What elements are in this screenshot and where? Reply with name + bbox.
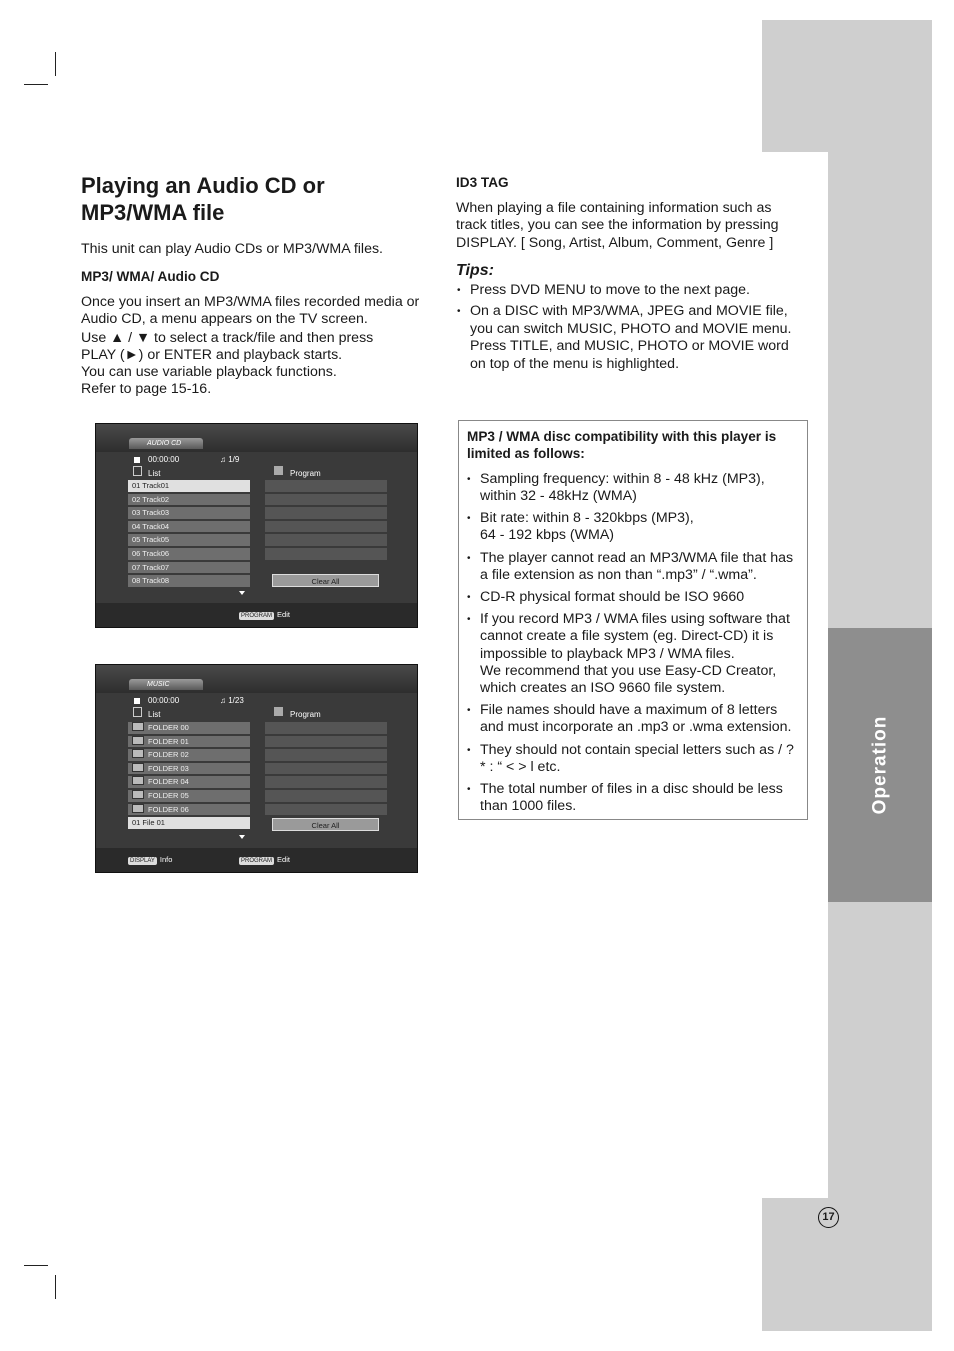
music-menu-screenshot: [95, 664, 418, 873]
clear-all-button: Clear All: [272, 574, 379, 587]
program-slot: [265, 790, 387, 802]
tip-item: • Press DVD MENU to move to the next page.: [456, 282, 806, 299]
compatibility-item: • If you record MP3 / WMA files using software that cannot create a file system (eg. Direct-CD) it is impossible to playback MP3 / WMA files. We recommend that you use Easy-CD Creator, which creates an ISO 9660 file system.: [467, 611, 799, 697]
page-number: 17: [818, 1207, 839, 1228]
folder-icon: [132, 790, 144, 799]
program-slot: [265, 494, 387, 506]
menu-tab: AUDIO CD: [129, 438, 203, 449]
info-label: Info: [159, 855, 173, 864]
scroll-down-icon: [239, 591, 245, 595]
crop-mark: [55, 1275, 56, 1299]
folder-icon: [132, 776, 144, 785]
crop-mark: [24, 84, 48, 85]
list-item: FOLDER 00: [128, 722, 250, 734]
time-readout: 00:00:00: [148, 455, 180, 464]
edit-label: Edit: [277, 610, 290, 619]
folder-icon: [132, 736, 144, 745]
tips-list: [456, 282, 806, 377]
edit-hint: [239, 855, 290, 865]
folder-icon: [132, 763, 144, 772]
subheading: MP3/ WMA/ Audio CD: [81, 269, 220, 284]
body-text: Use ▲ / ▼ to select a track/file and then press PLAY (►) or ENTER and playback starts.: [81, 330, 374, 364]
info-hint: [128, 855, 172, 865]
list-item: 07 Track07: [128, 562, 250, 574]
program-list: [265, 722, 387, 817]
list-item: 01 File 01: [128, 817, 250, 829]
list-item: FOLDER 03: [128, 763, 250, 775]
program-slot: [265, 763, 387, 775]
checkbox-icon: [274, 466, 283, 475]
list-item: 08 Track08: [128, 575, 250, 587]
edit-hint: [239, 610, 290, 620]
program-header: Program: [290, 469, 321, 478]
track-list: [128, 480, 250, 589]
list-item: FOLDER 04: [128, 776, 250, 788]
sidebar-band: [762, 20, 932, 152]
list-item: 03 Track03: [128, 507, 250, 519]
compatibility-item: • They should not contain special letters such as / ? * : “ < > l etc.: [467, 742, 799, 776]
list-icon: [133, 466, 142, 476]
list-header: List: [148, 469, 161, 478]
list-item: 02 Track02: [128, 494, 250, 506]
id3-heading: ID3 TAG: [456, 175, 509, 190]
compatibility-box: [458, 420, 808, 820]
list-item: FOLDER 05: [128, 790, 250, 802]
program-slot: [265, 804, 387, 816]
menu-tab: MUSIC: [129, 679, 203, 690]
intro-text: This unit can play Audio CDs or MP3/WMA files.: [81, 241, 383, 257]
body-text: You can use variable playback functions.: [81, 364, 337, 380]
edit-label: Edit: [277, 855, 290, 864]
stop-icon: [134, 457, 140, 463]
sidebar-band: [762, 1198, 932, 1331]
program-slot: [265, 736, 387, 748]
program-slot: [265, 480, 387, 492]
scroll-down-icon: [239, 835, 245, 839]
stop-icon: [134, 698, 140, 704]
program-header: Program: [290, 710, 321, 719]
compatibility-item: • Bit rate: within 8 - 320kbps (MP3), 64 - 192 kbps (WMA): [467, 510, 799, 544]
program-slot: [265, 507, 387, 519]
body-text: Once you insert an MP3/WMA files recorded media or Audio CD, a menu appears on the TV screen.: [81, 294, 420, 328]
list-item: 04 Track04: [128, 521, 250, 533]
compatibility-item: • File names should have a maximum of 8 letters and must incorporate an .mp3 or .wma extension.: [467, 702, 799, 736]
compatibility-heading: MP3 / WMA disc compatibility with this player is limited as follows:: [467, 429, 777, 462]
compatibility-item: • The total number of files in a disc should be less than 1000 files.: [467, 781, 799, 815]
program-list: [265, 480, 387, 562]
program-slot: [265, 521, 387, 533]
compatibility-list: [467, 471, 799, 816]
clear-all-button: Clear All: [272, 818, 379, 831]
tips-title: Tips:: [456, 262, 494, 279]
program-slot: [265, 776, 387, 788]
compatibility-item: • The player cannot read an MP3/WMA file that has a file extension as non than “.mp3” / “.wma”.: [467, 550, 799, 584]
list-header: List: [148, 710, 161, 719]
list-item: FOLDER 06: [128, 804, 250, 816]
list-item: 06 Track06: [128, 548, 250, 560]
section-tab-label: Operation: [868, 715, 890, 815]
list-item: 01 Track01: [128, 480, 250, 492]
menu-bottom-bar: [96, 603, 417, 627]
list-item: FOLDER 01: [128, 736, 250, 748]
program-slot: [265, 722, 387, 734]
body-text: Refer to page 15-16.: [81, 381, 212, 397]
tip-item: • On a DISC with MP3/WMA, JPEG and MOVIE file, you can switch MUSIC, PHOTO and MOVIE menu. Press TITLE, and MUSIC, PHOTO or MOVIE word on top of the menu is highlighted.: [456, 303, 806, 373]
audio-cd-menu-screenshot: [95, 423, 418, 628]
folder-icon: [132, 749, 144, 758]
track-count: ♫ 1/23: [220, 696, 244, 705]
compatibility-item: • CD-R physical format should be ISO 9660: [467, 589, 799, 606]
program-key-chip: PROGRAM: [241, 613, 273, 619]
list-icon: [133, 707, 142, 717]
program-slot: [265, 749, 387, 761]
compatibility-item: • Sampling frequency: within 8 - 48 kHz (MP3), within 32 - 48kHz (WMA): [467, 471, 799, 505]
crop-mark: [24, 1265, 48, 1266]
folder-icon: [132, 804, 144, 813]
folder-icon: [132, 722, 144, 731]
crop-mark: [55, 52, 56, 76]
display-key-chip: DISPLAY: [130, 858, 155, 864]
folder-list: [128, 722, 250, 831]
program-slot: [265, 548, 387, 560]
page-title: Playing an Audio CD or MP3/WMA file: [81, 173, 325, 225]
program-key-chip: PROGRAM: [241, 858, 273, 864]
time-readout: 00:00:00: [148, 696, 180, 705]
menu-bottom-bar: [96, 848, 417, 872]
checkbox-icon: [274, 707, 283, 716]
id3-body: When playing a file containing information such as track titles, you can see the information by pressing DISPLAY. [ Song, Artist, Album, Comment, Genre ]: [456, 200, 779, 251]
list-item: 05 Track05: [128, 534, 250, 546]
program-slot: [265, 534, 387, 546]
track-count: ♫ 1/9: [220, 455, 240, 464]
list-item: FOLDER 02: [128, 749, 250, 761]
